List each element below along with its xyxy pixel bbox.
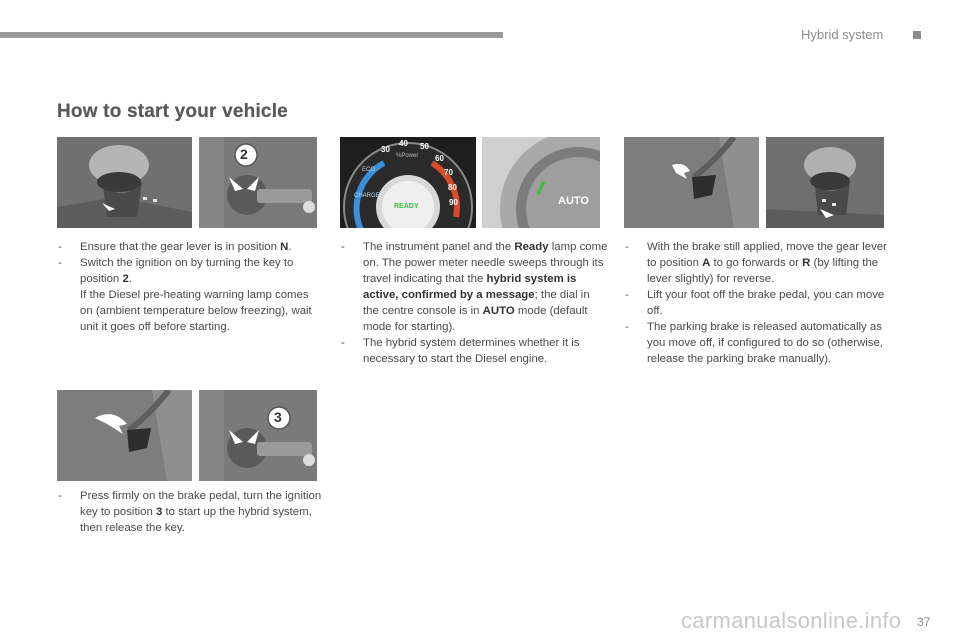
dial-number-40: 40 [399, 139, 408, 148]
dial-charge-label: CHARGE [354, 193, 380, 199]
section-marker-icon [913, 31, 921, 39]
dial-number-90: 90 [449, 198, 458, 207]
list-item: - With the brake still applied, move the gear lever to position A to go forwards or R (by lifting the lever slightly) for reverse. [625, 241, 887, 285]
preheat-warning-note: If the Diesel pre-heating warning lamp comes on (ambient temperature below freezing), wait unit it goes off before starting. [80, 289, 312, 333]
column1-steps [57, 239, 322, 335]
list-item: - Press firmly on the brake pedal, turn the ignition key to position 3 to start up the hybrid system, then release the key. [58, 490, 322, 534]
brake-pedal-photo [624, 137, 759, 228]
list-item: - Lift your foot off the brake pedal, you can move off. [625, 289, 885, 317]
list-dash: - [58, 241, 62, 253]
watermark: carmanualsonline.info [681, 608, 902, 633]
auto-badge: AUTO [558, 195, 589, 207]
dial-number-80: 80 [448, 183, 457, 192]
column1b-steps [57, 488, 322, 536]
dial-number-30: 30 [381, 145, 390, 154]
gear-lever-illustration [57, 137, 192, 228]
centre-console-photo [482, 137, 600, 228]
gear-lever-drive-illustration [766, 137, 884, 228]
brake-pedal-illustration [624, 137, 759, 228]
instrument-panel-photo [340, 137, 476, 228]
gear-lever-photo [57, 137, 192, 228]
ignition-key-illustration [199, 137, 317, 228]
section-title: Hybrid system [801, 27, 884, 42]
list-dash: - [625, 241, 629, 253]
dial-number-70: 70 [444, 168, 453, 177]
header-bar [0, 32, 503, 38]
dial-eco-label: ECO [362, 167, 376, 173]
key-position-3-callout: 3 [274, 409, 282, 425]
list-dash: - [58, 490, 62, 502]
brake-pedal-press-photo [57, 390, 192, 481]
ready-badge: READY [394, 203, 419, 210]
ignition-key-photo-3 [199, 390, 317, 481]
list-dash: - [341, 241, 345, 253]
list-dash: - [625, 321, 629, 333]
column3-steps [624, 239, 892, 367]
dial-number-60: 60 [435, 154, 444, 163]
page-title: How to start your vehicle [57, 101, 288, 122]
list-dash: - [625, 289, 629, 301]
list-item: - The instrument panel and the Ready lamp come on. The power meter needle sweeps through its travel indicating that the hybrid system is active, confirmed by a message; the dial in the centre console is in AUTO mode (default mode for starting). [341, 241, 608, 333]
list-dash: - [58, 257, 62, 269]
gear-lever-photo-drive [766, 137, 884, 228]
page-number: 37 [917, 615, 931, 629]
dial-number-50: 50 [420, 142, 429, 151]
list-item: - Ensure that the gear lever is in position N. [58, 241, 292, 253]
list-item: - The parking brake is released automatically as you move off, if configured to do so (otherwise, release the parking brake manually). [625, 321, 883, 365]
list-dash: - [341, 337, 345, 349]
ignition-key-photo-2 [199, 137, 317, 228]
auto-dial-illustration [482, 137, 600, 228]
ignition-key-start-illustration [199, 390, 317, 481]
column2-steps [340, 239, 608, 367]
key-position-2-callout: 2 [240, 146, 248, 162]
list-item: - Switch the ignition on by turning the key to position 2. If the Diesel pre-heating warning lamp comes on (ambient temperature below freezing), wait unit it goes off before starting. [58, 257, 312, 333]
list-item: - The hybrid system determines whether it is necessary to start the Diesel engine. [341, 337, 580, 365]
brake-pedal-press-illustration [57, 390, 192, 481]
dial-power-label: %Power [396, 153, 419, 159]
